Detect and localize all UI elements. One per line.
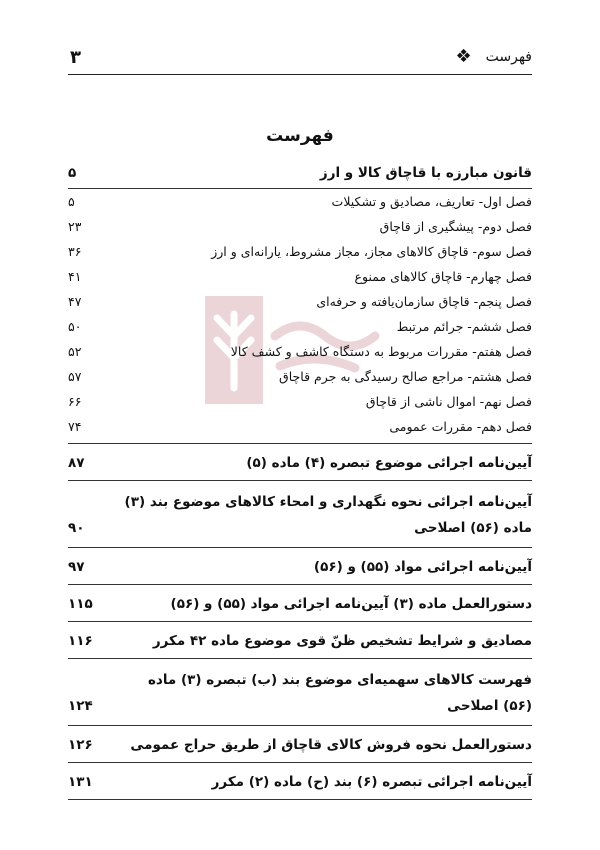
toc-entry-page: ۹۷: [68, 559, 85, 575]
toc-entry: [68, 444, 532, 481]
toc-entry-page: ۴۱: [68, 269, 82, 284]
toc-entry: [68, 726, 532, 763]
toc-entry-page: ۱۲۶: [68, 737, 93, 753]
toc-entry-page: ۵: [68, 194, 75, 209]
toc-entry-page: ۱۱۵: [68, 596, 93, 612]
toc-entry-title: فصل دهم- مقررات عمومی: [389, 419, 532, 434]
toc-entry: [68, 548, 532, 585]
toc-entry-page: ۱۲۴: [68, 698, 93, 714]
toc-entry-title: آیین‌نامه اجرائی مواد (۵۵) و (۵۶): [313, 559, 532, 575]
toc-subentry: [68, 339, 532, 364]
toc-entry: [68, 659, 532, 726]
toc-entry: [68, 585, 532, 622]
toc-subentry: [68, 414, 532, 444]
toc-entry-title: آیین‌نامه اجرائی نحوه نگهداری و امحاء کالاهای موضوع بند (۳) ماده (۵۶) اصلاحی: [124, 494, 532, 536]
toc-entry-title: فصل هشتم- مراجع صالح رسیدگی به جرم قاچاق: [279, 369, 532, 384]
toc-entry-page: ۱۱۶: [68, 633, 93, 649]
toc-subentry: [68, 289, 532, 314]
toc-entry-page: ۲۳: [68, 219, 82, 234]
toc-entry-title: فصل چهارم- قاچاق کالاهای ممنوع: [354, 269, 532, 284]
toc-entry: [68, 154, 532, 189]
toc-subentry: [68, 189, 532, 214]
toc-entry-title: دستورالعمل نحوه فروش کالای قاچاق از طریق حراج عمومی: [130, 737, 532, 753]
toc-entry-title: آیین‌نامه اجرائی موضوع تبصره (۴) ماده (۵): [246, 455, 532, 471]
toc-subentry: [68, 314, 532, 339]
toc-subentry: [68, 214, 532, 239]
toc-subentry: [68, 364, 532, 389]
toc-entry-title: مصادیق و شرایط تشخیص ظنّ قوی موضوع ماده ۴۲ مکرر: [152, 633, 532, 649]
toc-subentry: [68, 239, 532, 264]
toc-entry-page: ۱۳۱: [68, 774, 93, 790]
toc-subentry: [68, 389, 532, 414]
toc-entry: [68, 622, 532, 659]
toc-entry: [68, 763, 532, 800]
toc-entry-page: ۳۶: [68, 244, 82, 259]
toc-entry: [68, 481, 532, 548]
toc-subentry: [68, 264, 532, 289]
table-of-contents: [68, 154, 532, 800]
toc-entry-page: ۶۶: [68, 394, 82, 409]
toc-entry-page: ۸۷: [68, 455, 85, 471]
toc-entry-title: فصل نهم- اموال ناشی از قاچاق: [365, 394, 532, 409]
toc-heading: فهرست: [266, 126, 334, 146]
toc-entry-page: ۹۰: [68, 520, 85, 536]
header-page-number: ۳: [70, 46, 81, 68]
toc-entry-title: فصل دوم- پیشگیری از قاچاق: [379, 219, 532, 234]
toc-entry-page: ۷۴: [68, 419, 82, 434]
ornament-icon: ❖: [455, 46, 472, 67]
toc-entry-title: فهرست کالاهای سهمیه‌ای موضوع بند (ب) تبصره (۳) ماده (۵۶) اصلاحی: [147, 672, 532, 714]
toc-entry-title: قانون مبارزه با قاچاق کالا و ارز: [319, 165, 532, 181]
toc-entry-title: دستورالعمل ماده (۳) آیین‌نامه اجرائی مواد (۵۵) و (۵۶): [170, 596, 532, 612]
toc-entry-page: ۵۲: [68, 344, 82, 359]
toc-entry-title: فصل سوم- قاچاق کالاهای مجاز، مجاز مشروط، یارانه‌ای و ارز: [211, 244, 532, 259]
toc-entry-page: ۵: [68, 165, 77, 181]
toc-entry-title: فصل هفتم- مقررات مربوط به دستگاه کاشف و کشف کالا: [230, 344, 532, 359]
toc-entry-page: ۵۰: [68, 319, 82, 334]
toc-entry-page: ۴۷: [68, 294, 82, 309]
header-title: فهرست: [485, 49, 532, 65]
toc-entry-title: فصل اول- تعاریف، مصادیق و تشکیلات: [331, 194, 532, 209]
toc-entry-title: آیین‌نامه اجرائی تبصره (۶) بند (ح) ماده (۲) مکرر: [211, 774, 532, 790]
running-header: [68, 40, 532, 75]
toc-entry-page: ۵۷: [68, 369, 82, 384]
toc-entry-title: فصل ششم- جرائم مرتبط: [396, 319, 532, 334]
toc-entry-title: فصل پنجم- قاچاق سازمان‌یافته و حرفه‌ای: [316, 294, 532, 309]
